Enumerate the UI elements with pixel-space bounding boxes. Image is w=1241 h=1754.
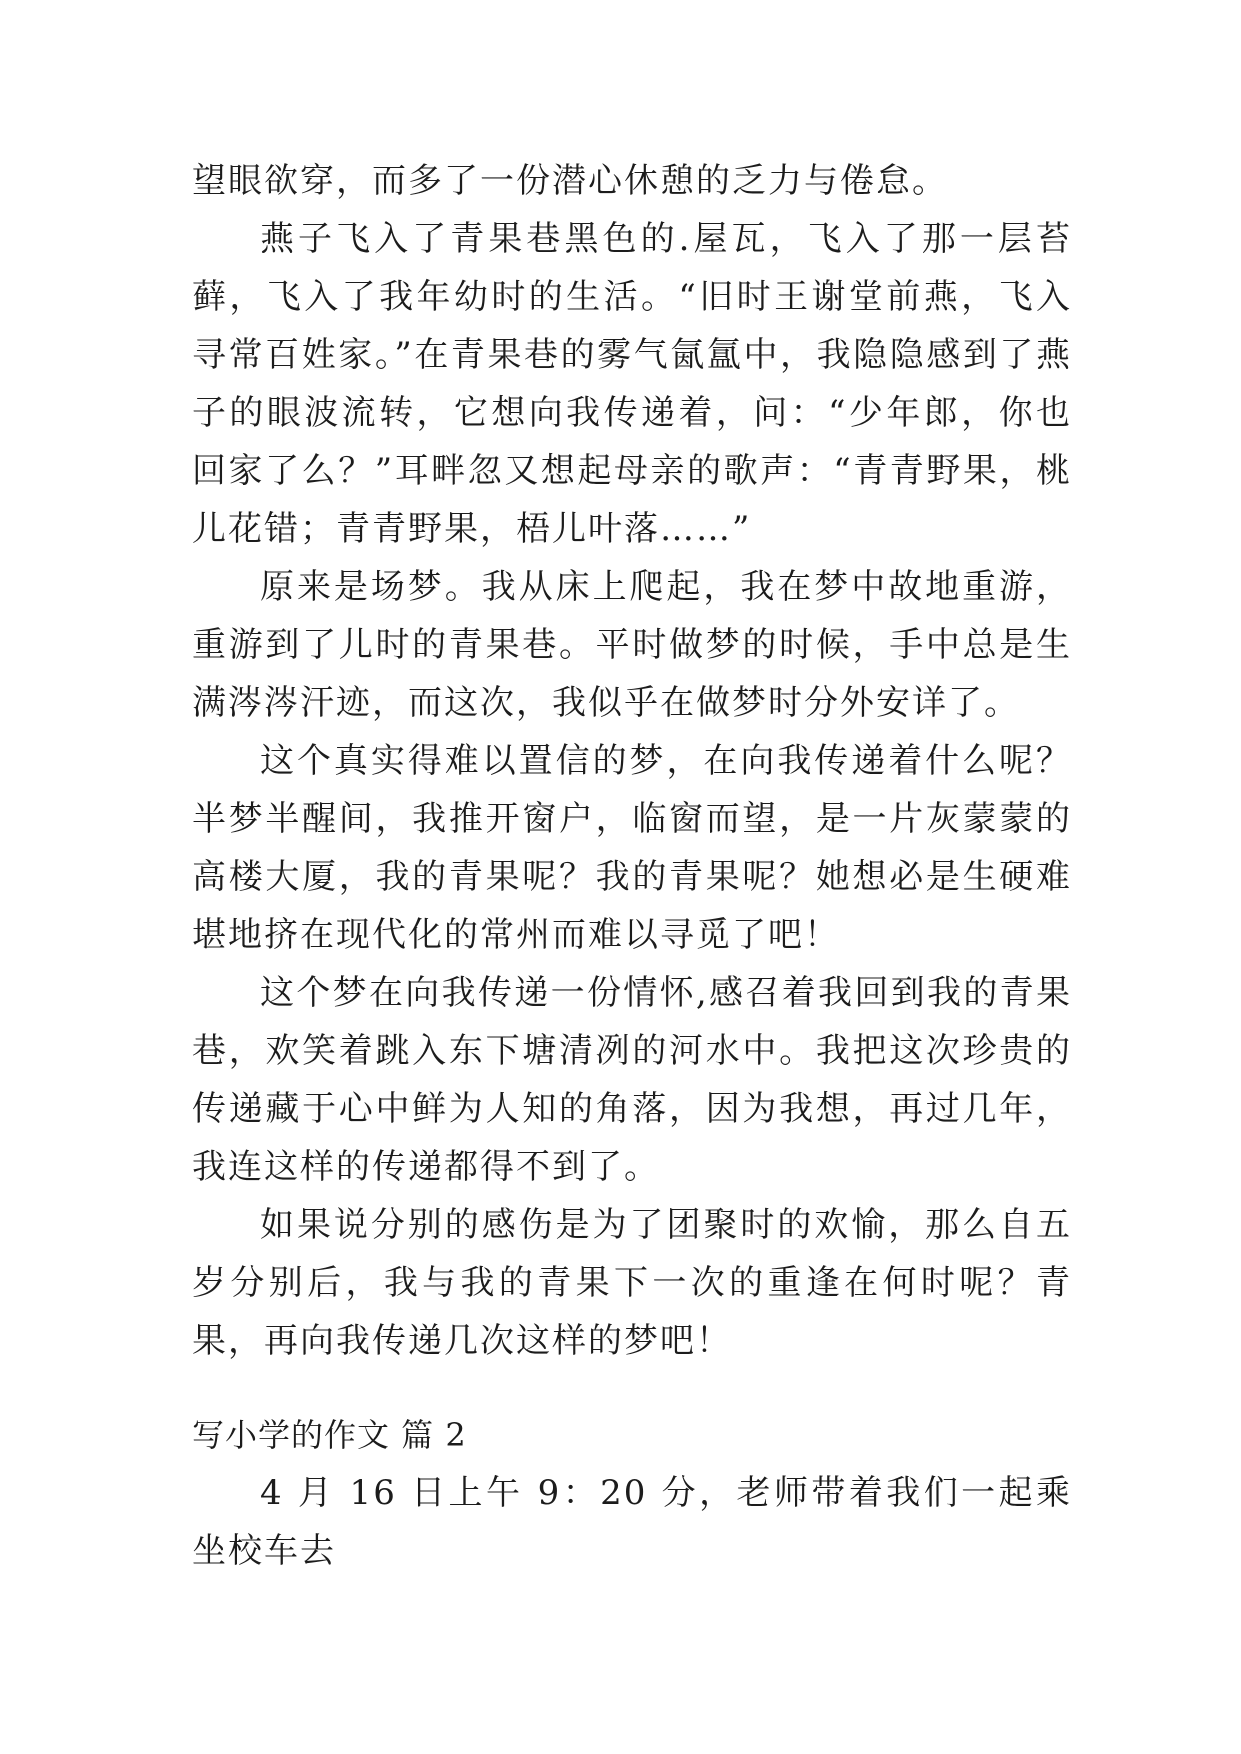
paragraph-question: 这个真实得难以置信的梦，在向我传递着什么呢？半梦半醒间，我推开窗户，临窗而望，是一片灰蒙蒙的高楼大厦，我的青果呢？我的青果呢？她想必是生硬难堪地挤在现代化的常州而难以寻觅了吧！ (192, 741, 1072, 955)
paragraph-feeling: 这个梦在向我传递一份情怀,感召着我回到我的青果巷，欢笑着跳入东下塘清冽的河水中。我把这次珍贵的传递藏于心中鲜为人知的角落，因为我想，再过几年，我连这样的传递都得不到了。 (192, 973, 1072, 1187)
paragraph-continuation: 望眼欲穿，而多了一份潜心休憩的乏力与倦怠。 (192, 161, 948, 201)
paragraph-next-essay: 4 月 16 日上午 9：20 分，老师带着我们一起乘坐校车去 (192, 1473, 1072, 1571)
paragraph-dream: 原来是场梦。我从床上爬起，我在梦中故地重游，重游到了儿时的青果巷。平时做梦的时候，手中总是生满涔涔汗迹，而这次，我似乎在做梦时分外安详了。 (192, 567, 1072, 723)
paragraph-swallow: 燕子飞入了青果巷黑色的.屋瓦，飞入了那一层苔藓，飞入了我年幼时的生活。“旧时王谢堂前燕，飞入寻常百姓家。”在青果巷的雾气氤氲中，我隐隐感到了燕子的眼波流转，它想向我传递着，问：“少年郎，你也回家了么？”耳畔忽又想起母亲的歌声：“青青野果，桃儿花错；青青野果，梧儿叶落……” (192, 219, 1072, 549)
section-heading: 写小学的作文 篇 2 (192, 1416, 467, 1454)
document-body (192, 152, 1072, 1580)
section-spacer (192, 1370, 1072, 1406)
paragraph-farewell: 如果说分别的感伤是为了团聚时的欢愉，那么自五岁分别后，我与我的青果下一次的重逢在何时呢？青果，再向我传递几次这样的梦吧！ (192, 1205, 1072, 1361)
